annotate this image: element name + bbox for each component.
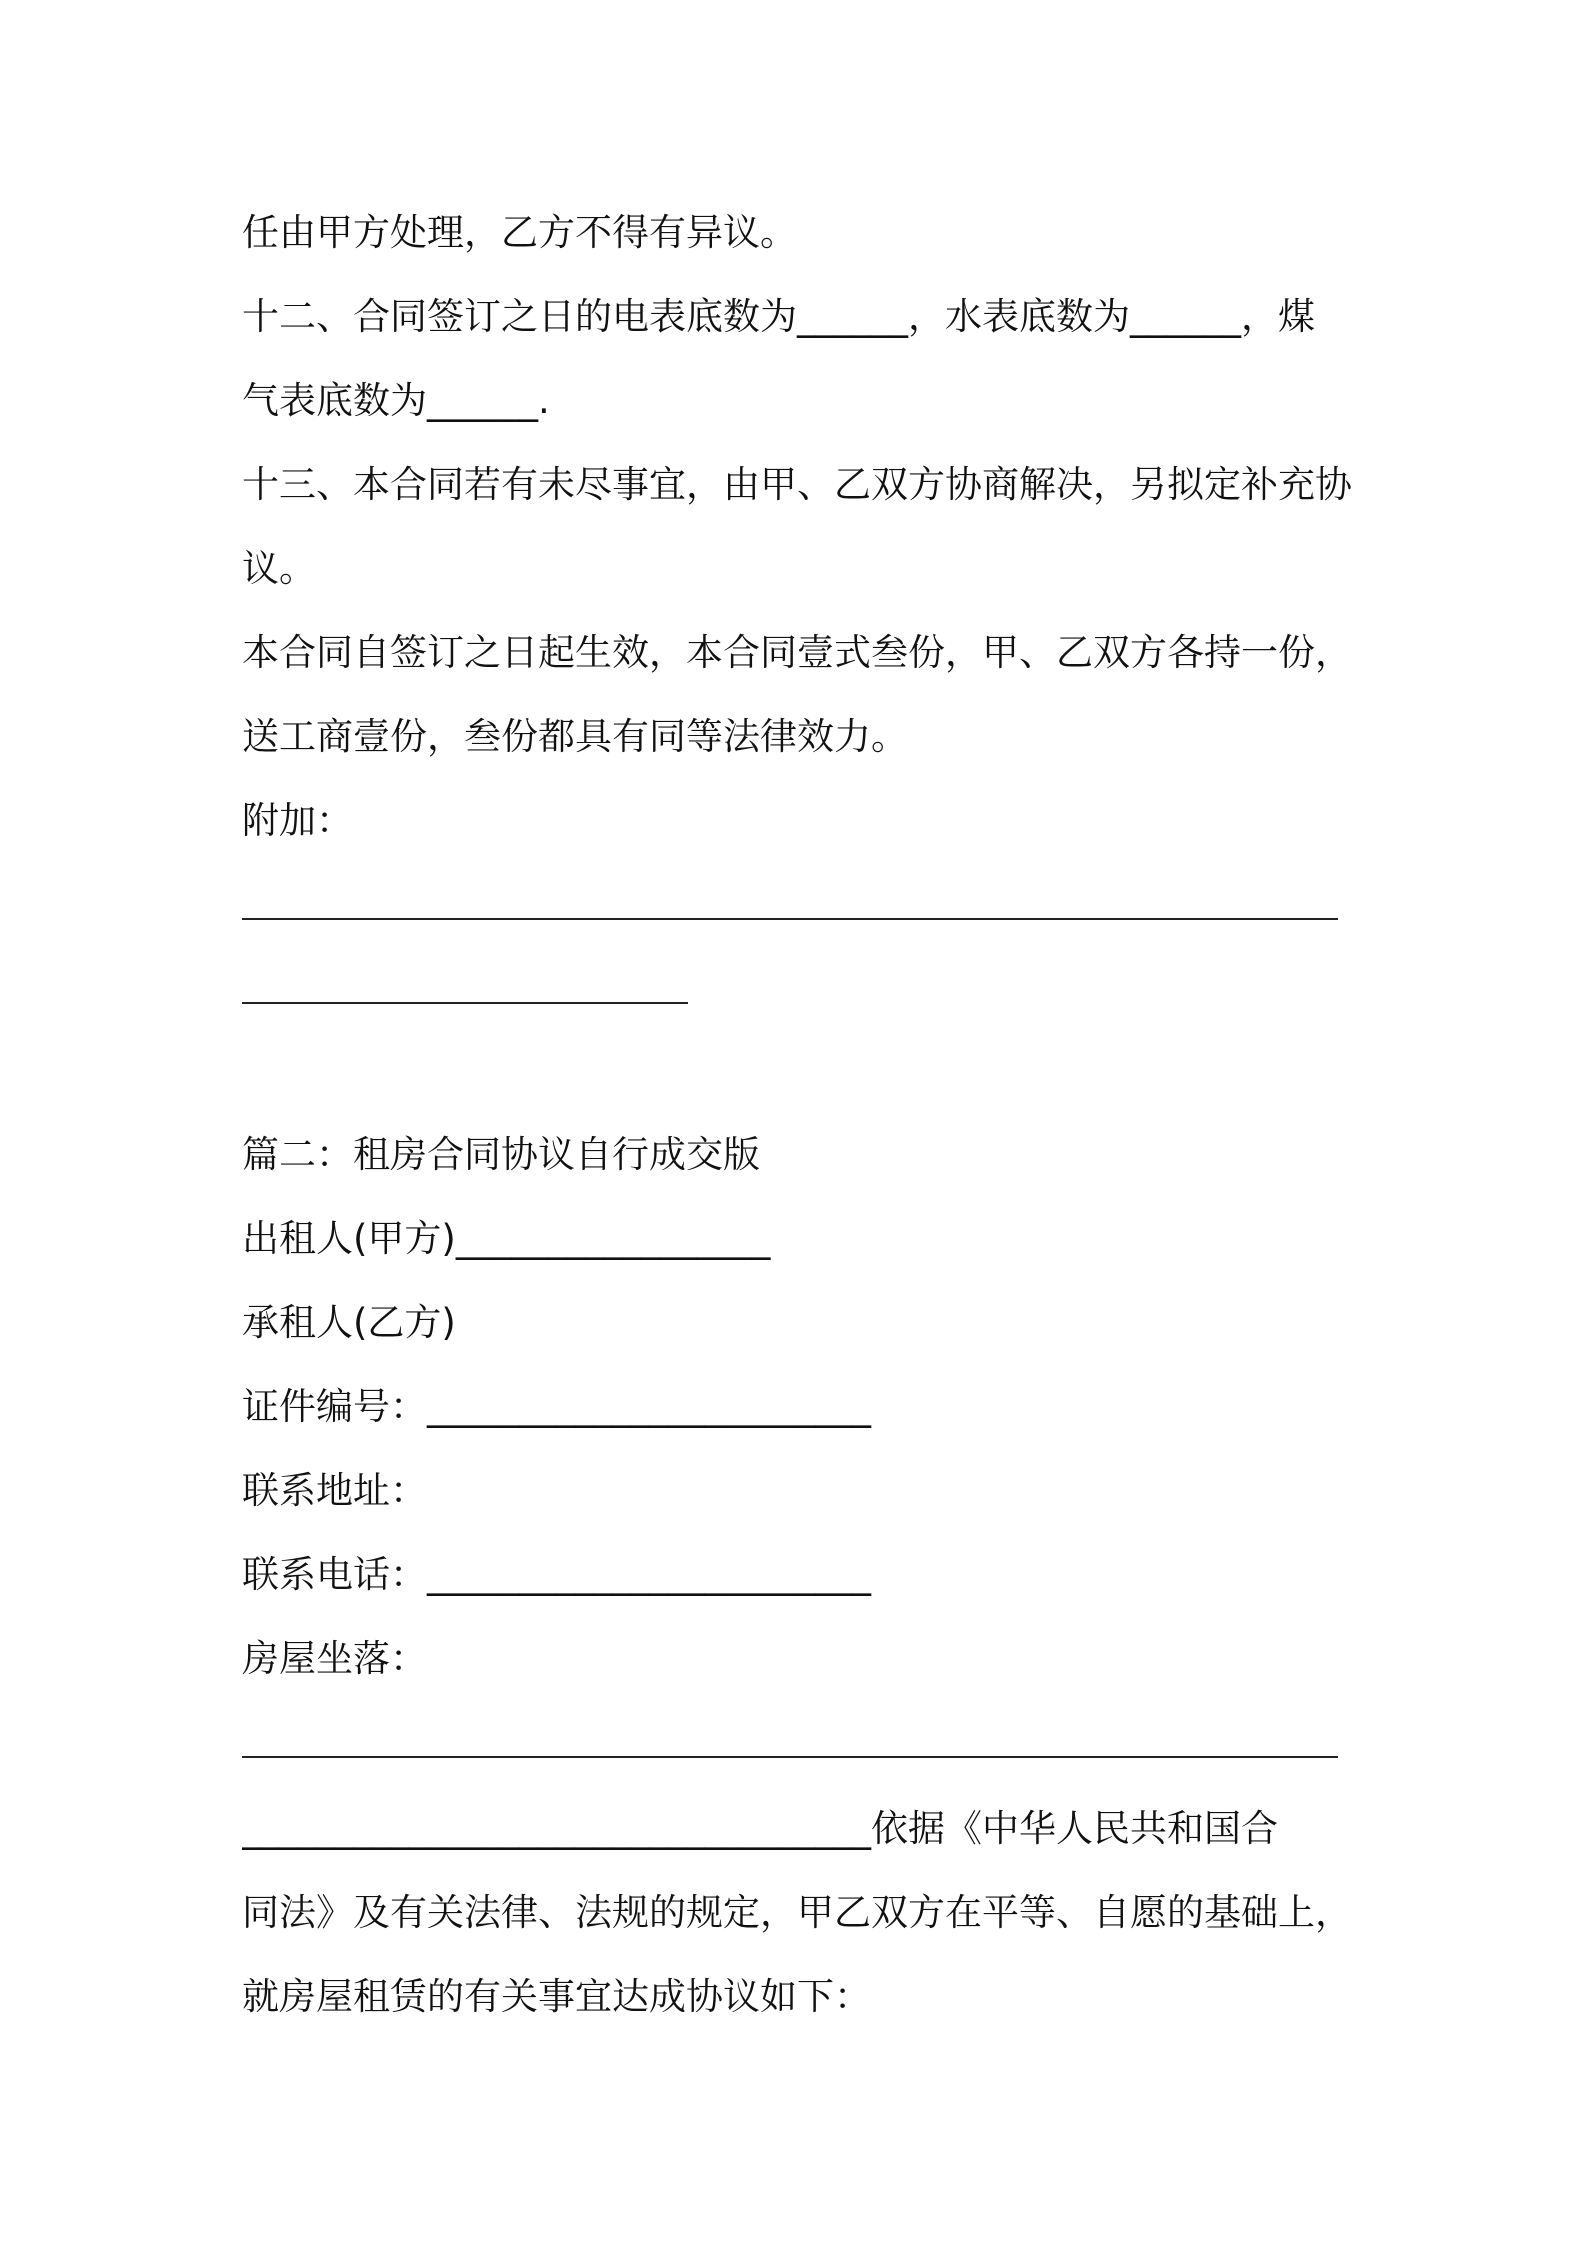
blank-underline [242, 1756, 1338, 1758]
paragraph-line: 十二、合同签订之日的电表底数为______，水表底数为______，煤 [242, 295, 1315, 338]
blank-underline [242, 1002, 688, 1004]
lessee-line: 承租人(乙方) [242, 1301, 456, 1344]
paragraph-line: 本合同自签订之日起生效，本合同壹式叁份，甲、乙双方各持一份， [242, 631, 1352, 674]
location-line: 房屋坐落： [242, 1637, 427, 1680]
paragraph-line: __________________________________依据《中华人民共和国合 [242, 1807, 1278, 1850]
paragraph-line: 就房屋租赁的有关事宜达成协议如下： [242, 1975, 871, 2018]
id-number-line: 证件编号：________________________ [242, 1385, 871, 1428]
lessor-line: 出租人(甲方)_________________ [242, 1217, 771, 1260]
section-title: 篇二：租房合同协议自行成交版 [242, 1133, 760, 1176]
paragraph-line: 同法》及有关法律、法规的规定，甲乙双方在平等、自愿的基础上， [242, 1891, 1352, 1934]
paragraph-line: 任由甲方处理，乙方不得有异议。 [242, 211, 797, 254]
phone-line: 联系电话：________________________ [242, 1553, 871, 1596]
paragraph-line: 气表底数为______. [242, 379, 550, 422]
address-line: 联系地址： [242, 1469, 427, 1512]
paragraph-line: 十三、本合同若有未尽事宜，由甲、乙双方协商解决，另拟定补充协 [242, 463, 1352, 506]
paragraph-line: 议。 [242, 547, 316, 590]
paragraph-line: 送工商壹份，叁份都具有同等法律效力。 [242, 715, 908, 758]
paragraph-line: 附加： [242, 799, 353, 842]
blank-underline [242, 918, 1338, 920]
